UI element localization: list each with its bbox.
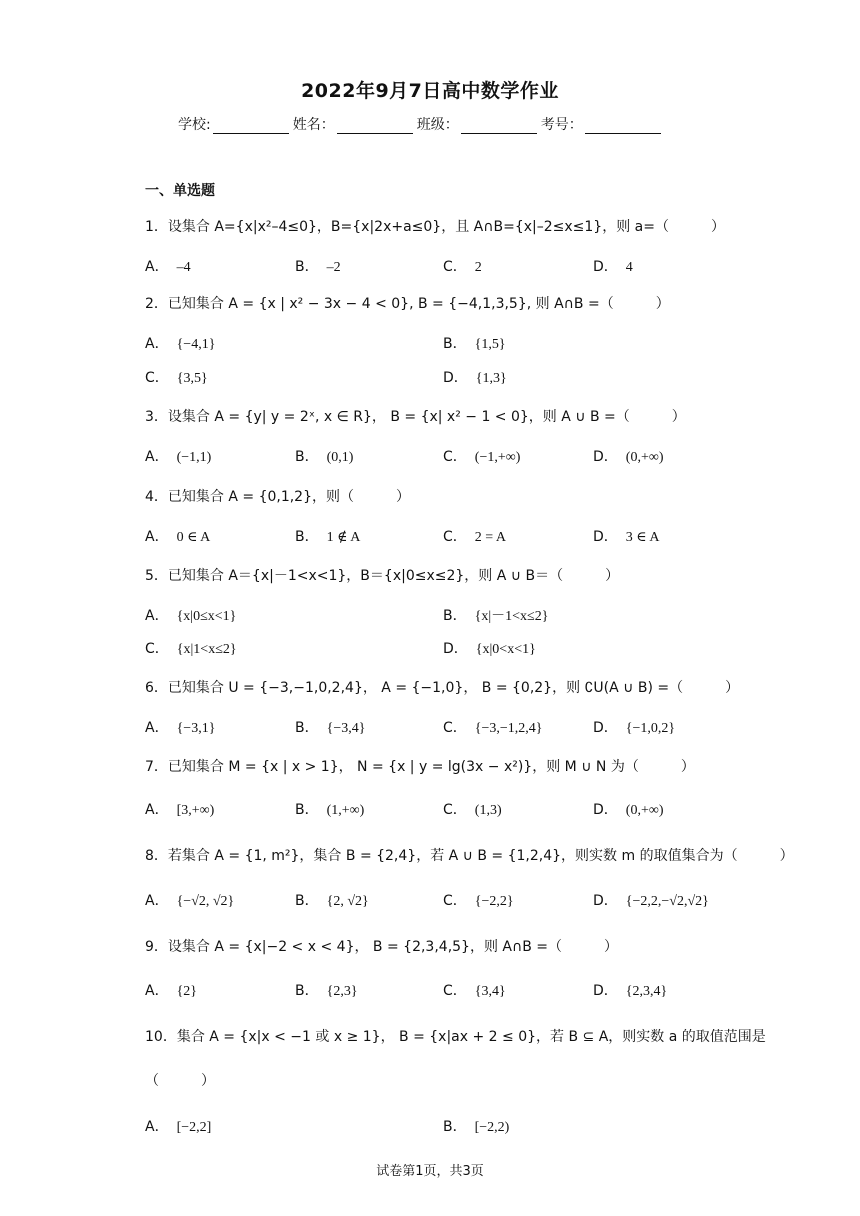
option-b[interactable] (443, 333, 506, 353)
option-b[interactable] (295, 446, 353, 466)
option-value: {x|0≤x<1} (176, 609, 237, 624)
option-value: –2 (326, 260, 341, 275)
option-value: (0,+∞) (625, 450, 664, 465)
option-d[interactable] (593, 446, 663, 466)
option-value: [−2,2] (176, 1120, 212, 1135)
page-title: 2022年9月7日高中数学作业 (301, 80, 559, 102)
option-value: {2,3} (326, 984, 358, 999)
question-6: 6．已知集合 U = {−3,−1,0,2,4}， A = {−1,0}， B = {0,2}，则 ∁U(A ∪ B) =（ ） (145, 680, 740, 696)
option-a[interactable] (145, 605, 236, 625)
option-d[interactable] (593, 256, 633, 276)
option-key: C． (145, 641, 169, 657)
question-10-continuation: （ ） (145, 1073, 215, 1089)
option-key: B． (295, 529, 319, 545)
option-key: D． (593, 802, 618, 818)
section-heading: 一、单选题 (145, 183, 215, 199)
option-b[interactable] (443, 605, 548, 625)
option-a[interactable] (145, 1116, 211, 1136)
option-key: C． (443, 983, 467, 999)
option-key: B． (443, 336, 467, 352)
option-value: {3,5} (176, 371, 208, 386)
option-value: {3,4} (474, 984, 506, 999)
option-value: {2,3,4} (625, 984, 668, 999)
option-c[interactable] (443, 256, 482, 276)
question-8: 8．若集合 A = {1, m²}，集合 B = {2,4}，若 A ∪ B = {1,2,4}，则实数 m 的取值集合为（ ） (145, 848, 794, 864)
option-key: A． (145, 449, 169, 465)
option-c[interactable] (443, 799, 502, 819)
option-value: {−1,0,2} (625, 721, 676, 736)
option-a[interactable] (145, 717, 215, 737)
option-value: 3 ∈ A (625, 530, 660, 545)
option-value: [3,+∞) (176, 803, 215, 818)
option-key: C． (443, 802, 467, 818)
question-2: 2．已知集合 A = {x | x² − 3x − 4 < 0}, B = {−4,1,3,5}, 则 A∩B =（ ） (145, 296, 670, 312)
option-key: B． (295, 983, 319, 999)
question-4: 4．已知集合 A = {0,1,2}，则（ ） (145, 489, 411, 505)
name-blank (337, 119, 413, 134)
option-a[interactable] (145, 333, 215, 353)
class-blank (461, 119, 537, 134)
option-value: (1,3) (474, 803, 502, 818)
option-key: A． (145, 983, 169, 999)
option-b[interactable] (295, 799, 364, 819)
option-key: B． (295, 720, 319, 736)
option-d[interactable] (593, 717, 675, 737)
question-7: 7．已知集合 M = {x | x > 1}， N = {x | y = lg(3x − x²)}，则 M ∪ N 为（ ） (145, 759, 695, 775)
option-value: {x|0<x<1} (475, 642, 536, 657)
option-value: {−√2, √2} (176, 894, 235, 909)
option-b[interactable] (295, 890, 369, 910)
option-c[interactable] (145, 367, 208, 387)
option-key: C． (443, 449, 467, 465)
option-key: A． (145, 529, 169, 545)
option-key: D． (443, 370, 468, 386)
option-d[interactable] (443, 638, 536, 658)
exam-number-label: 考号： (540, 117, 583, 133)
option-b[interactable] (295, 256, 341, 276)
option-value: (−1,1) (176, 450, 212, 465)
option-b[interactable] (443, 1116, 509, 1136)
option-key: C． (443, 529, 467, 545)
option-a[interactable] (145, 980, 197, 1000)
option-b[interactable] (295, 980, 358, 1000)
option-value: (0,1) (326, 450, 354, 465)
option-c[interactable] (443, 446, 520, 466)
option-d[interactable] (593, 526, 659, 546)
option-key: C． (145, 370, 169, 386)
option-d[interactable] (593, 980, 667, 1000)
option-a[interactable] (145, 256, 191, 276)
option-d[interactable] (593, 799, 663, 819)
option-value: {−3,1} (176, 721, 216, 736)
option-value: {1,3} (475, 371, 507, 386)
option-value: (−1,+∞) (474, 450, 521, 465)
name-label: 姓名： (292, 117, 335, 133)
option-key: C． (443, 720, 467, 736)
option-value: [−2,2) (474, 1120, 510, 1135)
option-c[interactable] (145, 638, 237, 658)
option-value: (1,+∞) (326, 803, 365, 818)
option-key: A． (145, 259, 169, 275)
exam-number-blank (585, 119, 661, 134)
option-c[interactable] (443, 717, 543, 737)
option-key: A． (145, 893, 169, 909)
option-key: B． (443, 1119, 467, 1135)
option-value: {−2,2} (474, 894, 514, 909)
option-key: D． (593, 449, 618, 465)
option-value: {−2,2,−√2,√2} (625, 894, 709, 909)
option-value: 4 (625, 260, 633, 275)
option-value: 1 ∉ A (326, 530, 361, 545)
option-value: –4 (176, 260, 191, 275)
option-value: {x|－1<x≤2} (474, 609, 549, 624)
option-key: A． (145, 720, 169, 736)
class-label: 班级： (416, 117, 459, 133)
option-value: 0 ∈ A (176, 530, 211, 545)
option-value: {x|1<x≤2} (176, 642, 237, 657)
option-key: D． (593, 720, 618, 736)
page-footer: 试卷第1页，共3页 (376, 1164, 484, 1179)
option-value: 2 (474, 260, 482, 275)
question-9: 9．设集合 A = {x|−2 < x < 4}， B = {2,3,4,5}，则 A∩B =（ ） (145, 939, 619, 955)
option-key: A． (145, 608, 169, 624)
question-3: 3．设集合 A = {y| y = 2ˣ, x ∈ R}， B = {x| x² − 1 < 0}，则 A ∪ B =（ ） (145, 409, 686, 425)
school-label: 学校: (178, 117, 211, 133)
option-key: A． (145, 336, 169, 352)
option-a[interactable] (145, 799, 214, 819)
option-value: {−3,4} (326, 721, 366, 736)
option-d[interactable] (593, 890, 709, 910)
option-d[interactable] (443, 367, 507, 387)
option-value: {1,5} (474, 337, 506, 352)
school-blank (213, 119, 289, 134)
option-key: D． (593, 259, 618, 275)
option-value: {2, √2} (326, 894, 369, 909)
option-key: D． (593, 893, 618, 909)
question-10: 10．集合 A = {x|x < −1 或 x ≥ 1}， B = {x|ax + 2 ≤ 0}，若 B ⊆ A，则实数 a 的取值范围是 (145, 1029, 766, 1045)
option-c[interactable] (443, 890, 514, 910)
option-key: D． (443, 641, 468, 657)
option-c[interactable] (443, 526, 506, 546)
option-key: B． (295, 802, 319, 818)
option-key: D． (593, 529, 618, 545)
option-value: {−4,1} (176, 337, 216, 352)
question-1: 1．设集合 A={x|x²–4≤0}，B={x|2x+a≤0}，且 A∩B={x|–2≤x≤1}，则 a=（ ） (145, 219, 725, 235)
option-key: C． (443, 259, 467, 275)
option-c[interactable] (443, 980, 506, 1000)
option-value: {2} (176, 984, 198, 999)
option-value: {−3,−1,2,4} (474, 721, 543, 736)
option-key: B． (443, 608, 467, 624)
option-value: (0,+∞) (625, 803, 664, 818)
option-key: A． (145, 802, 169, 818)
option-a[interactable] (145, 890, 234, 910)
option-key: B． (295, 259, 319, 275)
option-value: 2 = A (474, 530, 507, 545)
option-a[interactable] (145, 526, 210, 546)
option-key: A． (145, 1119, 169, 1135)
option-key: D． (593, 983, 618, 999)
question-5: 5．已知集合 A＝{x|－1<x<1}，B＝{x|0≤x≤2}，则 A ∪ B＝（ ） (145, 568, 620, 584)
option-b[interactable] (295, 526, 360, 546)
option-a[interactable] (145, 446, 211, 466)
student-info-line (178, 114, 665, 134)
option-b[interactable] (295, 717, 365, 737)
option-key: B． (295, 449, 319, 465)
option-key: B． (295, 893, 319, 909)
option-key: C． (443, 893, 467, 909)
